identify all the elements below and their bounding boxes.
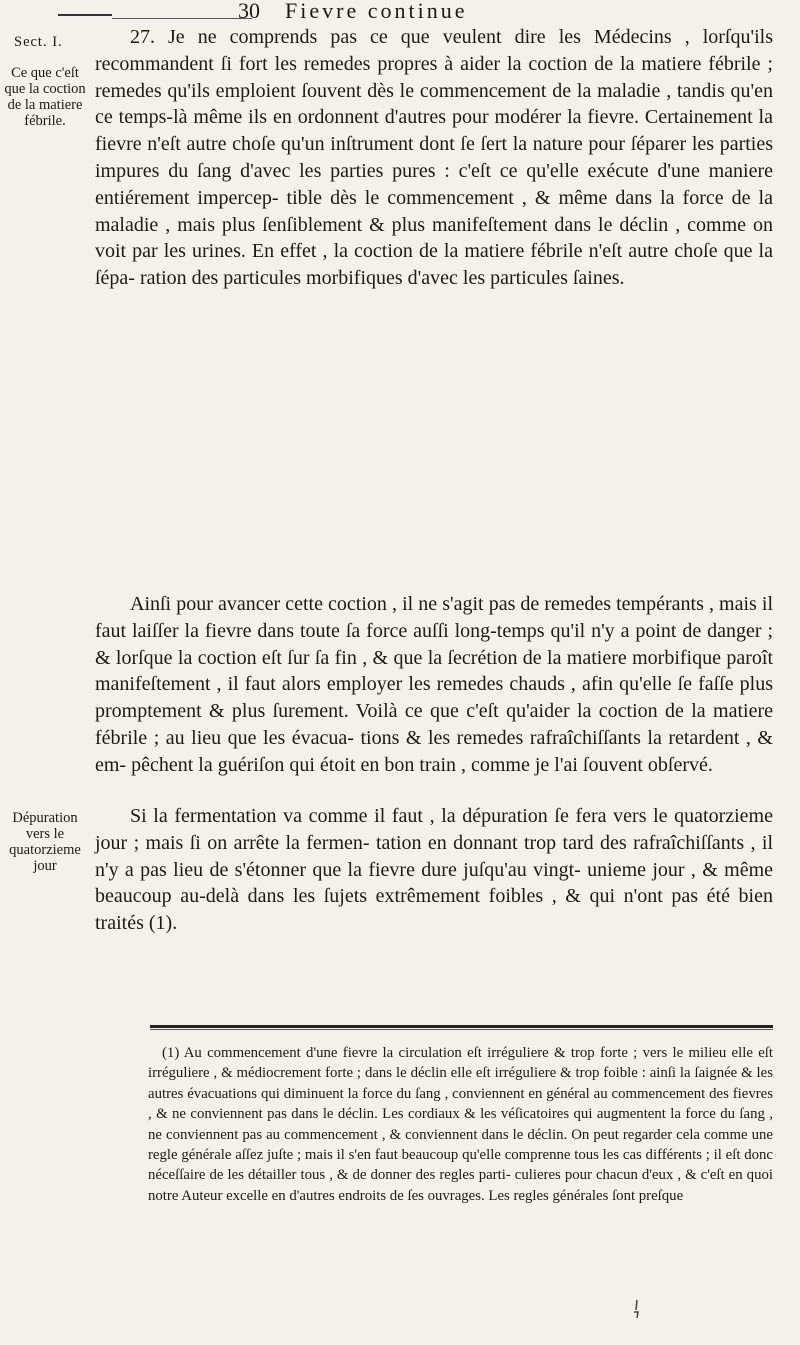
ink-mark-icon [628,1298,646,1320]
header-rule [58,14,112,16]
paragraph-fermentation: Si la fermentation va comme il faut , la dépuration ſe fera vers le quatorzieme jour ; mais ſi on arrête la fermen- tation en donnant trop tard des rafraîchiſſants , il n'y a pas lieu de s'étonner que la fievre dure juſqu'au vingt- unieme jour , & même beaucoup au-delà dans les ſujets extrêmement foibles , & qui n'ont pas été bien traités (1). [95,805,773,935]
page-number: 30 [238,0,260,23]
footnote-rule [150,1025,773,1028]
margin-note-coction: Ce que c'eſt que la coction de la matiere fébrile. [4,65,86,129]
footnote-rule-thin [150,1029,773,1030]
paragraph-27: 27. Je ne comprends pas ce que veulent dire les Médecins , lorſqu'ils recommandent ſi fort les remedes propres à aider la coction de la matiere fébrile ; remedes qu'ils emploient ſouvent dès le commencement de la maladie , tandis qu'en ce temps-là même ils en ordonnent d'autres pour modérer la fievre. Certainement la fievre n'eſt autre choſe qu'un inſtrument dont ſe ſert la nature pour ſéparer les parties impures du ſang d'avec les parties pures : c'eſt ce qu'elle exécute d'une maniere entiérement impercep- tible dès le commencement , & même dans la force de la maladie , mais plus ſenſiblement & plus manifeſtement dans le déclin , comme on voit par les urines. En effet , la coction de la matiere fébrile n'eſt autre choſe que la ſépa- ration des particules morbifiques d'avec les particules ſaines. [95,26,773,290]
paragraph-ainsi: Ainſi pour avancer cette coction , il ne s'agit pas de remedes tempérants , mais il faut laiſſer la fievre dans toute ſa force auſſi long-temps qu'il n'y a point de danger ; & lorſque la coction eſt ſur ſa fin , & que la ſecrétion de la matiere morbifique paroît manifeſtement , il faut alors employer les remedes chauds , afin qu'elle ſe faſſe plus promptement & plus ſurement. Voilà ce que c'eſt qu'aider la coction de la matiere fébrile ; au lieu que les évacua- tions & les remedes rafraîchiſſants la retardent , & em- pêchent la guériſon qui étoit en bon train , comme je l'ai ſouvent obſervé. [95,593,773,776]
margin-note-depuration: Dépuration vers le quatorzieme jour [9,810,81,874]
section-marker: Sect. I. [14,34,63,50]
header-rule-thin [112,18,252,19]
running-title: Fievre continue [285,0,468,23]
footnote: (1) Au commencement d'une fievre la circulation eſt irréguliere & trop forte ; vers le milieu elle eſt irréguliere , & médiocrement forte ; dans le déclin elle eſt irréguliere & trop foible : ainſi la ſaignée & les autres évacuations qui diminuent la force du ſang , conviennent en général au commencement des fievres , & ne conviennent pas dans le déclin. Les cordiaux & les véſicatoires qui augmentent la force du ſang , ne conviennent pas au commencement , & conviennent dans le déclin. On peut regarder cela comme une regle générale aſſez juſte ; mais il s'en faut beaucoup qu'elle comprenne tous les cas différents ; il eſt donc néceſſaire de les détailler tous , & de donner des regles parti- culieres pour chacun d'eux , & c'eſt en quoi notre Auteur excelle en d'autres endroits de ſes ouvrages. Les regles générales ſont preſque [148,1045,773,1204]
